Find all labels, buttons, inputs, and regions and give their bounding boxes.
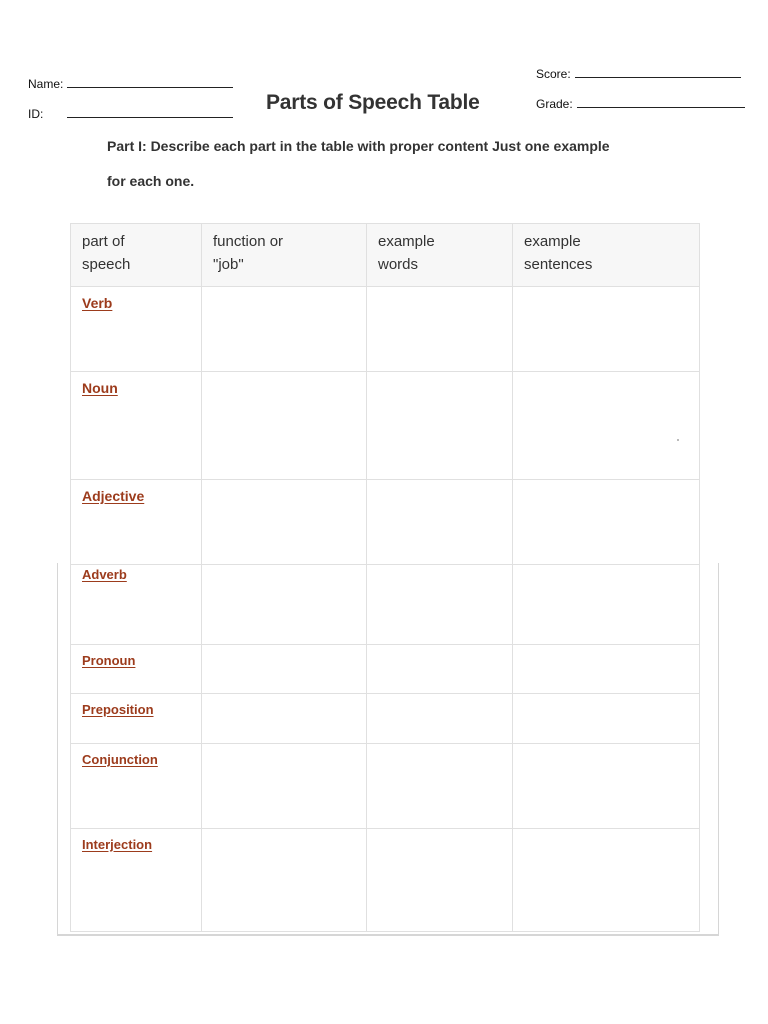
cell-function[interactable] bbox=[202, 372, 367, 480]
cell-example-sentences[interactable] bbox=[513, 480, 700, 565]
cell-function[interactable] bbox=[202, 744, 367, 829]
score-label: Score: bbox=[536, 67, 571, 81]
cell-example-sentences[interactable] bbox=[513, 565, 700, 645]
row-label-preposition: Preposition bbox=[71, 694, 202, 744]
cell-function[interactable] bbox=[202, 645, 367, 694]
cell-example-words[interactable] bbox=[367, 372, 513, 480]
grade-label: Grade: bbox=[536, 97, 573, 111]
cell-example-sentences[interactable] bbox=[513, 694, 700, 744]
grade-blank-line[interactable] bbox=[577, 96, 745, 108]
table-row bbox=[71, 287, 700, 372]
column-header-example-sentences: example sentences bbox=[513, 224, 700, 287]
name-label: Name: bbox=[28, 77, 64, 91]
table-row bbox=[71, 744, 700, 829]
cell-example-sentences[interactable] bbox=[513, 372, 700, 480]
row-label-conjunction: Conjunction bbox=[71, 744, 202, 829]
table-row bbox=[71, 372, 700, 480]
row-label-interjection: Interjection bbox=[71, 829, 202, 932]
cell-function[interactable] bbox=[202, 287, 367, 372]
grade-field[interactable] bbox=[536, 96, 745, 111]
cell-example-words[interactable] bbox=[367, 694, 513, 744]
column-header-part-of-speech: part of speech bbox=[71, 224, 202, 287]
score-field[interactable] bbox=[536, 66, 741, 81]
parts-of-speech-table bbox=[70, 223, 699, 932]
row-label-verb: Verb bbox=[71, 287, 202, 372]
table-row bbox=[71, 694, 700, 744]
cell-example-words[interactable] bbox=[367, 645, 513, 694]
cell-function[interactable] bbox=[202, 694, 367, 744]
cell-example-words[interactable] bbox=[367, 287, 513, 372]
cell-example-sentences[interactable] bbox=[513, 287, 700, 372]
table-row bbox=[71, 480, 700, 565]
table-row bbox=[71, 645, 700, 694]
cell-function[interactable] bbox=[202, 829, 367, 932]
row-label-pronoun: Pronoun bbox=[71, 645, 202, 694]
cell-example-sentences[interactable] bbox=[513, 829, 700, 932]
cell-example-words[interactable] bbox=[367, 565, 513, 645]
cell-function[interactable] bbox=[202, 480, 367, 565]
column-header-function: function or "job" bbox=[202, 224, 367, 287]
id-blank-line[interactable] bbox=[67, 106, 233, 118]
score-blank-line[interactable] bbox=[575, 66, 741, 78]
row-label-adverb: Adverb bbox=[71, 565, 202, 645]
table-row bbox=[71, 829, 700, 932]
cell-function[interactable] bbox=[202, 565, 367, 645]
cell-example-words[interactable] bbox=[367, 744, 513, 829]
stray-dot bbox=[677, 439, 679, 441]
cell-example-sentences[interactable] bbox=[513, 744, 700, 829]
instruction-line-2: for each one. bbox=[107, 173, 195, 189]
name-field[interactable] bbox=[28, 76, 233, 91]
table-header-row bbox=[71, 224, 700, 287]
id-field[interactable] bbox=[28, 106, 233, 121]
id-label: ID: bbox=[28, 107, 44, 121]
row-label-noun: Noun bbox=[71, 372, 202, 480]
cell-example-words[interactable] bbox=[367, 480, 513, 565]
column-header-example-words: example words bbox=[367, 224, 513, 287]
cell-example-sentences[interactable] bbox=[513, 645, 700, 694]
instruction-line-1: Part I: Describe each part in the table with proper content Just one example bbox=[107, 138, 610, 154]
row-label-adjective: Adjective bbox=[71, 480, 202, 565]
cell-example-words[interactable] bbox=[367, 829, 513, 932]
table-row bbox=[71, 565, 700, 645]
page-title: Parts of Speech Table bbox=[266, 91, 480, 114]
name-blank-line[interactable] bbox=[67, 76, 233, 88]
